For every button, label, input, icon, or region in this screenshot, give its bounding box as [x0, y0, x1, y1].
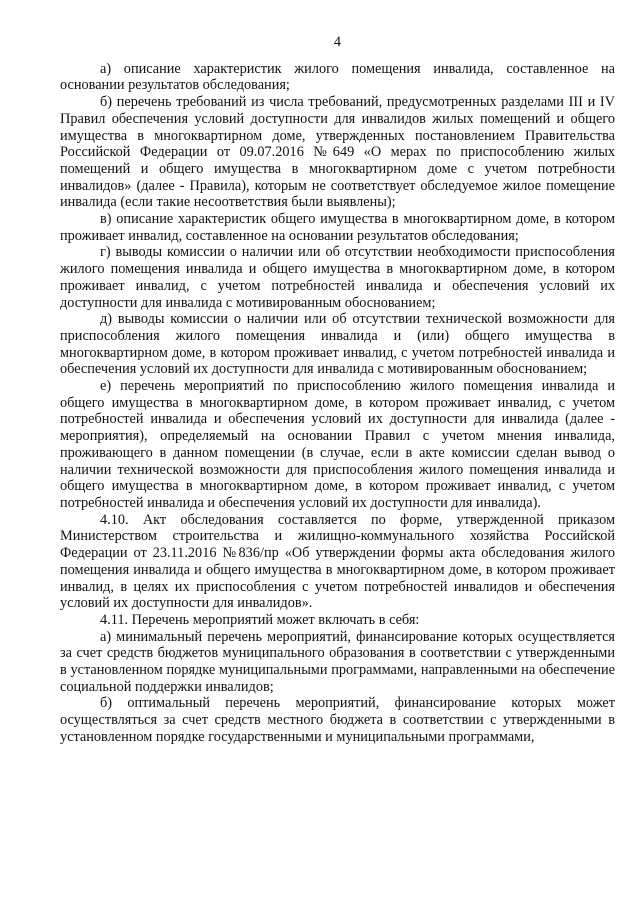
paragraph-4-11-a-minimal-list: а) минимальный перечень мероприятий, финансирование которых осуществляется за счет средств бюджетов муниципального образования в соответствии с утвержденными в установленном порядке муниципальными программами, направленными на обеспечение социальной поддержки инвалидов;: [60, 628, 615, 695]
page-number: 4: [333, 34, 342, 50]
paragraph-4-10-inspection-act: 4.10. Акт обследования составляется по форме, утвержденной приказом Министерством строительства и жилищно-коммунального хозяйства Российской Федерации от 23.11.2016 №836/пр «Об утверждении формы акта обследования жилого помещения инвалида и общего имущества в многоквартирном доме, в котором проживает инвалид, в целях их приспособления с учетом потребностей инвалидов и обеспечения условий их доступности для инвалидов».: [60, 511, 615, 612]
paragraph-d-commission-conclusions-technical: д) выводы комиссии о наличии или об отсутствии технической возможности для приспособления жилого помещения инвалида и (или) общего имущества в многоквартирном доме, в котором проживает инвалид, с учетом потребностей инвалида и обеспечения условий их доступности для инвалида с мотивированным обоснованием;: [60, 311, 615, 378]
paragraph-g-commission-conclusions-necessity: г) выводы комиссии о наличии или об отсутствии необходимости приспособления жилого помещения инвалида и общего имущества в многоквартирном доме, в котором проживает инвалид, с учетом потребностей инвалида и обеспечения условий их доступности для инвалида с мотивированным обоснованием;: [60, 244, 615, 311]
document-page: [60, 34, 615, 746]
paragraph-e-measures-list: е) перечень мероприятий по приспособлению жилого помещения инвалида и общего имущества в многоквартирном доме, в котором проживает инвалид, с учетом потребностей инвалида и обеспечения условий их доступности для инвалида (далее - мероприятия), определяемый на основании Правил с учетом мнения инвалида, проживающего в данном помещении (в случае, если в акте комиссии сделан вывод о наличии технической возможности для приспособления жилого помещения инвалида и общего имущества в многоквартирном доме, в котором проживает инвалид, с учетом потребностей инвалида и обеспечения условий их доступности для инвалида).: [60, 378, 615, 511]
paragraph-v-common-property-description: в) описание характеристик общего имущества в многоквартирном доме, в котором проживает инвалид, составленное на основании результатов обследования;: [60, 211, 615, 244]
paragraph-4-11-measures-intro: 4.11. Перечень мероприятий может включать в себя:: [100, 611, 420, 628]
paragraph-4-11-b-optimal-list: б) оптимальный перечень мероприятий, финансирование которых может осуществляться за счет средств местного бюджета в соответствии с утвержденными в установленном порядке государственными и муниципальными программами,: [60, 695, 615, 745]
paragraph-a-housing-description: а) описание характеристик жилого помещения инвалида, составленное на основании результатов обследования;: [60, 60, 615, 94]
paragraph-b-requirements-list: б) перечень требований из числа требований, предусмотренных разделами III и IV Правил обеспечения условий доступности для инвалидов жилых помещений и общего имущества в многоквартирном доме, утвержденных постановлением Правительства Российской Федерации от 09.07.2016 №649 «О мерах по приспособлению жилых помещений и общего имущества в многоквартирном доме с учетом потребности инвалидов» (далее - Правила), которым не соответствует обследуемое жилое помещение инвалида (если такие несоответствия были выявлены);: [60, 94, 615, 211]
